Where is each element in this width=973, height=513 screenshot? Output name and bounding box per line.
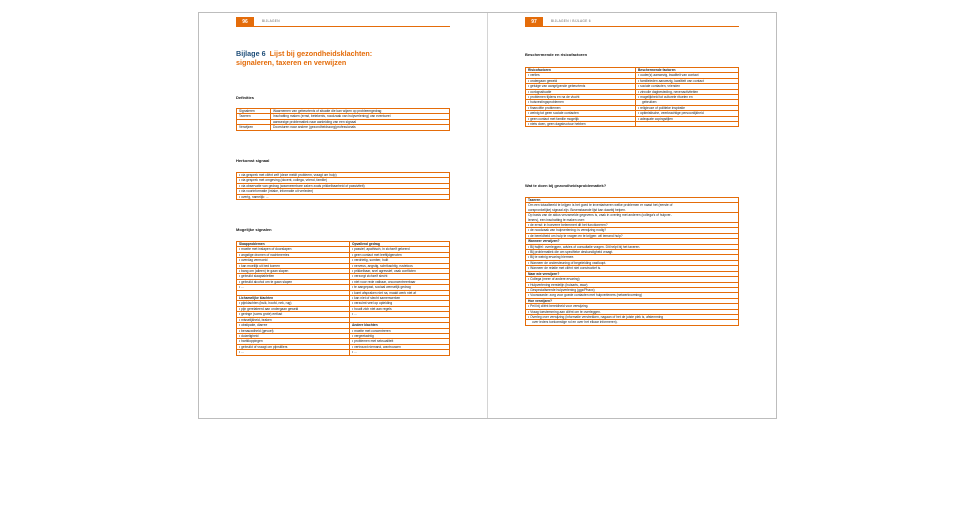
section-header: Andere klachten [350,323,450,328]
signal-item: • kan moeilijk uit bed komen [237,263,350,268]
signal-item: • overdag vermoeid [237,258,350,263]
guidance-line: • Wanneer de ondersteuning of begeleiding vastloopt. [526,260,739,265]
table-row [526,122,739,127]
section-header: Hoe verwijzen? [526,298,739,303]
signal-item: • vergeetachtig [350,333,450,338]
risico-header: Risicofactoren [526,68,636,73]
signalen-table [236,241,450,356]
definition-term: Verwijzen [237,125,271,130]
guidance-line: • Peil bij cliënt bereidheid voor verwijzing. [526,304,739,309]
signal-item: • nerveus, angstig, schrikachtig, rusteloos [350,263,450,268]
signal-item: • pijn gerelateerd aan ondergaan geweld [237,306,350,311]
definition-term: Signaleren [237,109,271,114]
guidance-line: • Vraag toestemming aan cliënt om te overleggen. [526,309,739,314]
signal-item: • gebruikt slaaptabletten [237,274,350,279]
list-item: • via gesprek met cliënt zelf (deze meldt probleem, vraagt om hulp) [237,173,450,178]
guidance-line: • Bij twijfel: overleggen, advies of consultatie vragen. Dit helpt bij het taxeren. [526,244,739,249]
signal-item: • vertrouwt niemand, wantrouwen [350,344,450,349]
protective-factor: • familieleden aanwezig, kwaliteit van contact [636,78,739,83]
definition-text: Waarnemen van gebeurtenis of situatie die kan wijzen op probleemgedrag [271,109,450,114]
herkomst-heading: Herkomst signaal [236,158,270,163]
signal-item: • ... [237,285,350,290]
beschermend-header: Beschermende factoren [636,68,739,73]
guidance-line: • Hulpverlening eerstelijn (huisarts, aww) [526,282,739,287]
signal-item: • ... [237,350,350,355]
signal-item: • verzuimt veel op opleiding [350,301,450,306]
signal-item: • gebruikt of vraagt om pijnstillers [237,344,350,349]
signal-item: • misselijkheid, braken [237,317,350,322]
page-number: 96 [236,17,254,27]
risk-factor: • ondergaan geweld [526,78,636,83]
definities-heading: Definities [236,95,255,100]
guidance-line: • Bij problematiek die om specifieke deskundigheid vraagt. [526,250,739,255]
definition-text: Doorsturen naar andere (gezondheidszorg)professionals [271,125,450,130]
signal-item: • prikkelbaar, snel agressief, vaak conflicten [350,269,450,274]
guidance-line: • de bereidheid om hulp te vragen en te krijgen: wil iemand hulp? [526,233,739,238]
signal-item: • niet voor rede vatbaar, onconcentreerbaar [350,279,450,284]
guidance-line: • Overleg over verwijzing (informatie verstrekken, nagaan of het de juiste plek is, afstemming [526,314,739,319]
table-row [237,194,450,199]
protective-factor: • religieuze of politieke inspiratie [636,105,739,110]
page-number: 97 [525,17,543,27]
guidance-line: leners), een inschatting te maken over: [526,218,739,223]
section-header: Wanneer verwijzen? [526,239,739,244]
herkomst-table [236,172,450,200]
beschermend-heading: Beschermende en risicofactoren [525,52,588,57]
definities-table [236,108,450,131]
running-header [525,17,739,27]
title-line-1: Lijst bij gezondheidsklachten: [269,49,373,58]
guidance-line: • de noodzaak van hulpverlening: is verwijzing nodig? [526,228,739,233]
definition-text: Inschatting maken (ernst, betekenis, noodzaak van hulpverlening) van eventueel [271,114,450,119]
guidance-line: • Bij te weinig ervaring hiermee. [526,255,739,260]
protective-factor: • optimistische, veerkrachtige persoonlijkheid [636,111,739,116]
protective-factor: • zinvolle dagbesteding, nevenactiviteiten [636,89,739,94]
section-header: Lichamelijke klachten [237,296,350,301]
running-header [236,17,450,27]
list-item: • via observatie van gedrag (waarneembare zaken zoals prikkelbaarheid of passiviteit) [237,183,450,188]
risk-factor: • oorlogssituatie [526,89,636,94]
beschermend-table [525,67,739,127]
section-header: Taxeren [526,198,739,203]
right-page [488,13,776,418]
signal-item: • angstige dromen of nachtmerries [237,252,350,257]
signal-item: • verdrietig, somber, huilt [350,258,450,263]
list-item: • overig, namelijk: ... [237,194,450,199]
definition-text: aanwezige problematiek naar aanleiding van een signaal [271,119,450,124]
appendix-title [236,50,456,67]
signal-item: • geen contact met leeftijdgenoten [350,252,450,257]
signalen-heading: Mogelijke signalen [236,227,272,232]
protective-factor: • mogelijkheid tot culturele rituelen en [636,95,739,100]
risk-factor: • problemen tijdens en na de vlucht [526,95,636,100]
running-head-text: BIJLAGEN / BIJLAGE 6 [551,19,591,23]
guidance-line: • de ernst: in hoeverre belemmert dit het functioneren? [526,223,739,228]
list-item: • via gesprek met omgeving (docent, collega, vriend, familie) [237,178,450,183]
signal-item: • obstipatie, diarree [237,323,350,328]
signal-item: • bang om (alleen) te gaan slapen [237,269,350,274]
signal-item: • moeite met concentreren [350,328,450,333]
signal-item: • hartkloppingen [237,339,350,344]
protective-factor: gebruiken [636,100,739,105]
guidance-line: Om een totaalbeeld te krijgen is het goed te inventariseren welke problemen er naast het (eerste of [526,203,739,208]
table-row [526,320,739,325]
signal-item: • problemen met seksualiteit [350,339,450,344]
watdoen-table [525,197,739,326]
protective-factor: • adequate copingstijlen [636,116,739,121]
left-page [199,13,487,418]
book-spread [198,12,777,419]
risk-factor: • weinig tot geen sociale contacten [526,111,636,116]
risk-factor: • verlies [526,73,636,78]
appendix-label: Bijlage 6 [236,49,266,58]
signal-item: • benauwdheid (gevoel) [237,328,350,333]
protective-factor: • sociale contacten, vrienden [636,84,739,89]
signal-item: • gebruikt alcohol om te gaan slapen [237,279,350,284]
signal-item: • kan niet of slecht samenwerken [350,296,450,301]
guidance-line: • Collega (meer of andere ervaring) [526,277,739,282]
guidance-line: over ieders toekomstige rol en over het elkaar informeren). [526,320,739,325]
section-header: Opvallend gedrag [350,242,450,247]
section-header: Slaapproblemen [237,242,350,247]
signal-item: • komt afspraken niet na, maakt werk niet af [350,290,450,295]
risk-factor: • huisvestingsproblemen [526,100,636,105]
risk-factor: • getuige van aangrijpende gebeurtenis [526,84,636,89]
guidance-line: • Gespecialiseerde hulpverlening (ggz/Phaxx) [526,287,739,292]
signal-item: • geringe (soms grote) eetlust [237,312,350,317]
risk-factor: • geen contact met familie mogelijk [526,116,636,121]
signal-item: • passief, apathisch, in zichzelf gekeerd [350,247,450,252]
signal-item: • verzorgt zichzelf slecht [350,274,450,279]
section-header: Naar wie verwijzen? [526,271,739,276]
title-line-2: signaleren, taxeren en verwijzen [236,57,347,67]
definition-term: Taxeren [237,114,271,119]
guidance-line: • Wanneer de relatie met cliënt niet constructief is. [526,266,739,271]
signal-item: • pijnklachten (buik, hoofd, nek, rug) [237,301,350,306]
guidance-line: oorspronkelijke) signaal zijn. Bovenstaande lijst kan daarbij helpen. [526,208,739,213]
signal-item: • te aangepast, sociaal wenselijk gedrag [350,285,450,290]
guidance-line: • Voorwaarde: zorg voor goede contacten met hulpverleners (netwerkvorming) [526,293,739,298]
running-head-text: BIJLAGEN [262,19,280,23]
signal-item: • moeite met inslapen of doorslapen [237,247,350,252]
signal-item: • houdt zich niet aan regels [350,306,450,311]
watdoen-heading: Wat te doen bij gezondheidsproblematiek? [525,183,607,188]
risk-factor: • financiële problemen [526,105,636,110]
guidance-line: Op basis van de aldus verzamelde gegevens is, vaak in overleg met anderen (collega's of hulpver- [526,213,739,218]
list-item: • via voorinformatie (intake, informatie uit verleden) [237,189,450,194]
table-row [237,125,450,130]
protective-factor: • ouder(s) aanwezig, kwaliteit van contact [636,73,739,78]
signal-item: • duizeligheid [237,333,350,338]
signal-item: • ... [350,312,450,317]
table-row [237,350,450,355]
protective-factor [636,122,739,127]
signal-item: • ... [350,350,450,355]
risk-factor: • niets doen, geen dagstructuur hebben [526,122,636,127]
